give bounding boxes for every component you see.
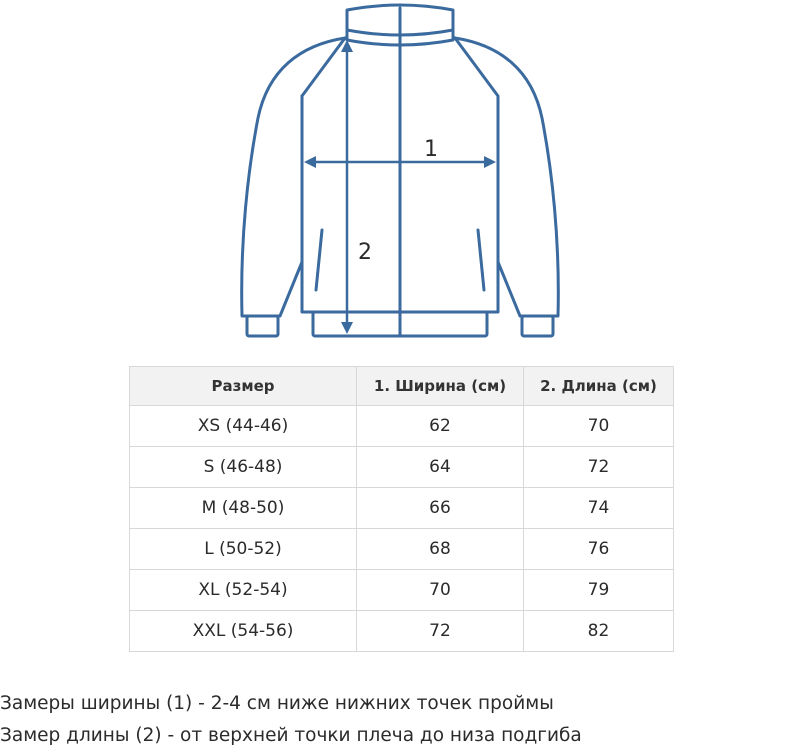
- cell-size: M (48-50): [130, 488, 357, 529]
- table-row: [130, 570, 674, 611]
- jacket-outline: [242, 5, 559, 336]
- cell-size: XS (44-46): [130, 406, 357, 447]
- note-width: Замеры ширины (1) - 2-4 см ниже нижних точек проймы: [0, 693, 554, 714]
- cell-width: 68: [357, 529, 524, 570]
- cell-width: 62: [357, 406, 524, 447]
- cell-width: 64: [357, 447, 524, 488]
- cell-length: 72: [524, 447, 674, 488]
- table-row: [130, 406, 674, 447]
- header-size: Размер: [130, 367, 357, 406]
- cell-length: 79: [524, 570, 674, 611]
- size-table: [129, 366, 674, 652]
- width-measure-label: 1: [424, 137, 438, 162]
- cell-length: 76: [524, 529, 674, 570]
- cell-size: XL (52-54): [130, 570, 357, 611]
- cell-width: 66: [357, 488, 524, 529]
- table-row: [130, 488, 674, 529]
- note-length: Замер длины (2) - от верхней точки плеча до низа подгиба: [0, 725, 582, 746]
- table-row: [130, 529, 674, 570]
- cell-size: XXL (54-56): [130, 611, 357, 652]
- measurement-notes: [0, 688, 800, 752]
- jacket-diagram: [0, 0, 800, 350]
- cell-length: 74: [524, 488, 674, 529]
- header-width: 1. Ширина (см): [357, 367, 524, 406]
- header-length: 2. Длина (см): [524, 367, 674, 406]
- table-header-row: [130, 367, 674, 406]
- cell-length: 82: [524, 611, 674, 652]
- table-row: [130, 611, 674, 652]
- cell-width: 72: [357, 611, 524, 652]
- table-row: [130, 447, 674, 488]
- cell-size: L (50-52): [130, 529, 357, 570]
- cell-length: 70: [524, 406, 674, 447]
- length-measure-label: 2: [358, 240, 372, 265]
- cell-width: 70: [357, 570, 524, 611]
- cell-size: S (46-48): [130, 447, 357, 488]
